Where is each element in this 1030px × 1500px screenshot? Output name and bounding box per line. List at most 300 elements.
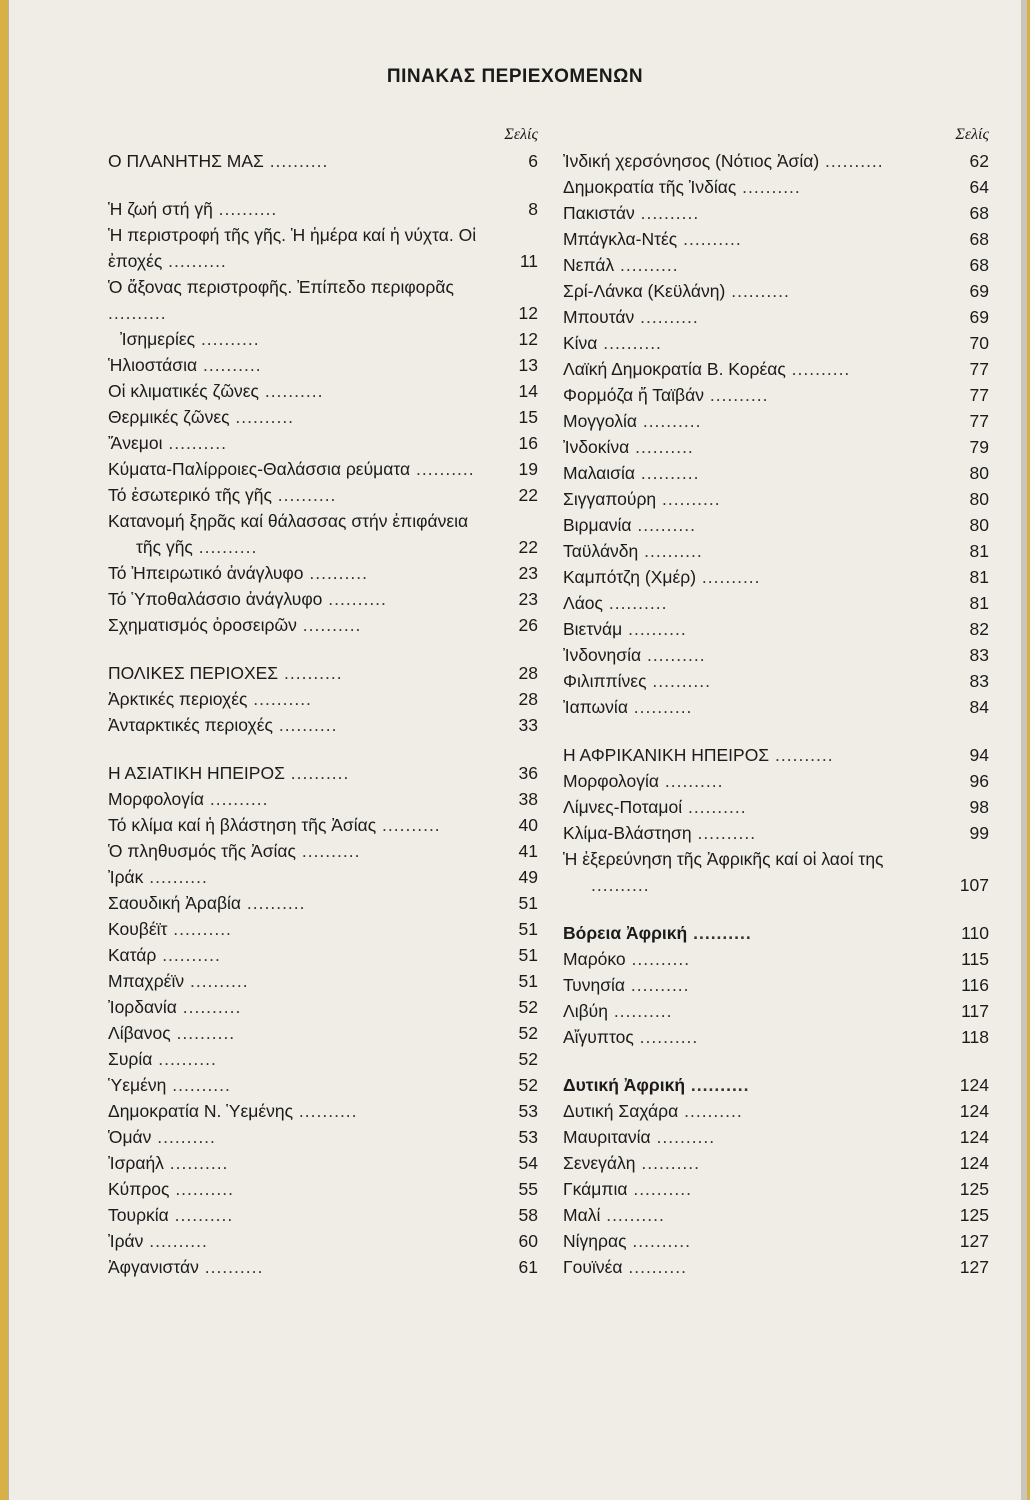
toc-entry-label xyxy=(108,1228,538,1254)
toc-entry-label xyxy=(563,1024,989,1050)
toc-entry-text: Κύματα-Παλίρροιες-Θαλάσσια ρεύματα xyxy=(108,459,411,479)
toc-entry-text: Καμπότζη (Χμέρ) xyxy=(563,567,697,587)
toc-entry-label xyxy=(108,838,538,864)
toc-entry-label xyxy=(563,768,989,794)
toc-entry xyxy=(563,148,989,174)
toc-entry-label xyxy=(108,508,538,560)
toc-entry-text: Λίμνες-Ποταμοί xyxy=(563,797,683,817)
dot-leader: .......... xyxy=(303,563,368,583)
dot-leader: .......... xyxy=(293,1101,358,1121)
toc-entry xyxy=(563,820,989,846)
toc-entry-text: Βόρεια Ἀφρική xyxy=(563,923,688,943)
dot-leader: .......... xyxy=(212,199,278,219)
toc-entry xyxy=(563,694,989,720)
toc-entry xyxy=(563,564,989,590)
toc-entry xyxy=(108,712,538,738)
toc-entry xyxy=(563,972,989,998)
section-gap xyxy=(108,174,538,196)
toc-entry-text: Λίβανος xyxy=(108,1023,171,1043)
toc-entry xyxy=(108,1046,538,1072)
toc-entry-label xyxy=(108,812,538,838)
toc-entry-label xyxy=(563,794,989,820)
toc-entry-text: Μαλαισία xyxy=(563,463,635,483)
toc-entry-label xyxy=(563,356,989,382)
toc-entry-page: 51 xyxy=(518,971,538,991)
toc-entry-page: 22 xyxy=(518,537,538,557)
toc-entry xyxy=(108,586,538,612)
toc-entry-label xyxy=(563,1228,989,1254)
toc-entry xyxy=(563,434,989,460)
toc-entry-label xyxy=(563,1254,989,1280)
toc-entry-page: 84 xyxy=(969,697,989,717)
toc-entry-page: 81 xyxy=(969,567,989,587)
dot-leader: .......... xyxy=(685,1075,750,1095)
toc-entry-text: Ὁ πληθυσμός τῆς Ἀσίας xyxy=(108,841,296,861)
toc-entry-label xyxy=(108,968,538,994)
toc-entry-label xyxy=(108,196,538,222)
dot-leader: .......... xyxy=(143,1231,208,1251)
toc-entry xyxy=(108,560,538,586)
dot-leader: .......... xyxy=(278,663,343,683)
toc-entry xyxy=(108,1228,538,1254)
toc-entry-page: 52 xyxy=(518,1049,538,1069)
toc-entry xyxy=(108,994,538,1020)
toc-entry-text: Ἡ περιστροφή τῆς γῆς. Ἡ ἡμέρα καί ἡ νύχτα. Οἱ ἐποχές xyxy=(108,225,477,271)
toc-entry-label xyxy=(108,482,538,508)
toc-entry-text: Η ΑΦΡΙΚΑΝΙΚΗ ΗΠΕΙΡΟΣ xyxy=(563,745,770,765)
toc-entry-text: Δυτική Ἀφρική xyxy=(563,1075,686,1095)
toc-entry-page: 60 xyxy=(518,1231,538,1251)
toc-entry-text: Σρί-Λάνκα (Κεϋλάνη) xyxy=(563,281,726,301)
toc-entry-text: Τυνησία xyxy=(563,975,626,995)
toc-entry xyxy=(563,642,989,668)
section-gap xyxy=(563,898,989,920)
toc-entry-text: Ο ΠΛΑΝΗΤΗΣ ΜΑΣ xyxy=(108,151,264,171)
toc-entry-text: Ἰαπωνία xyxy=(563,697,628,717)
toc-entry xyxy=(563,946,989,972)
toc-entry-text: Ἰνδονησία xyxy=(563,645,642,665)
toc-entry-page: 115 xyxy=(961,949,989,969)
toc-entry-text: Μορφολογία xyxy=(108,789,204,809)
toc-entry xyxy=(108,404,538,430)
toc-entry-text: Δυτική Σαχάρα xyxy=(563,1101,679,1121)
toc-entry-page: 118 xyxy=(961,1027,989,1047)
toc-entry-label xyxy=(563,538,989,564)
toc-entry xyxy=(108,456,538,482)
toc-entry-text: Ἡ ἐξερεύνηση τῆς Ἀφρικῆς καί οἱ λαοί της xyxy=(563,849,884,869)
toc-entry-text: Μορφολογία xyxy=(563,771,659,791)
toc-entry-page: 77 xyxy=(969,359,989,379)
toc-entry xyxy=(563,1024,989,1050)
toc-entry-text: Ἰνδική χερσόνησος (Νότιος Ἀσία) xyxy=(563,151,820,171)
toc-entry-label xyxy=(563,1098,989,1124)
toc-entry-page: 33 xyxy=(518,715,538,735)
dot-leader: .......... xyxy=(263,151,329,171)
toc-entry xyxy=(108,1254,538,1280)
dot-leader: .......... xyxy=(769,745,834,765)
toc-entry-text: Ἰνδοκίνα xyxy=(563,437,630,457)
toc-entry-page: 14 xyxy=(518,381,538,401)
toc-entry-text: Τουρκία xyxy=(108,1205,169,1225)
dot-leader: .......... xyxy=(184,971,249,991)
toc-entry-text: Φορμόζα ἤ Ταϊβάν xyxy=(563,385,704,405)
toc-entry xyxy=(563,408,989,434)
toc-entry xyxy=(563,1150,989,1176)
toc-entry-page: 80 xyxy=(969,489,989,509)
toc-entry-text: Τό κλίμα καί ἡ βλάστηση τῆς Ἀσίας xyxy=(108,815,377,835)
dot-leader: .......... xyxy=(622,619,687,639)
toc-entry-label xyxy=(563,252,989,278)
toc-entry xyxy=(108,352,538,378)
toc-entry-text: Λάος xyxy=(563,593,603,613)
toc-entry-page: 94 xyxy=(969,745,989,765)
toc-entry xyxy=(563,278,989,304)
toc-entry-page: 82 xyxy=(969,619,989,639)
toc-entry-page: 49 xyxy=(518,867,538,887)
toc-entry xyxy=(108,196,538,222)
toc-entry-text: Ἄνεμοι xyxy=(108,433,163,453)
toc-entry xyxy=(108,968,538,994)
toc-entry xyxy=(563,1228,989,1254)
toc-entry-page: 15 xyxy=(518,407,538,427)
dot-leader: .......... xyxy=(241,893,306,913)
toc-entry-text: Κύπρος xyxy=(108,1179,170,1199)
toc-entry-text: Ἰορδανία xyxy=(108,997,177,1017)
toc-entry-page: 52 xyxy=(518,1023,538,1043)
dot-leader: .......... xyxy=(168,1205,234,1225)
toc-entry-page: 22 xyxy=(518,485,538,505)
dot-leader: .......... xyxy=(703,385,769,405)
dot-leader: .......... xyxy=(410,459,475,479)
toc-entry-text: Μπαχρέϊν xyxy=(108,971,185,991)
toc-entry-label xyxy=(108,222,538,274)
toc-entry-page: 16 xyxy=(518,433,538,453)
dot-leader: .......... xyxy=(156,945,221,965)
toc-entry xyxy=(563,1124,989,1150)
dot-leader: .......... xyxy=(296,615,362,635)
toc-entry-text: Κουβέϊτ xyxy=(108,919,168,939)
toc-entry-label xyxy=(563,742,989,768)
toc-entry-text: ΠΟΛΙΚΕΣ ΠΕΡΙΟΧΕΣ xyxy=(108,663,279,683)
toc-entry-label xyxy=(563,694,989,720)
toc-entry xyxy=(108,864,538,890)
dot-leader: .......... xyxy=(682,797,747,817)
toc-entry-label xyxy=(563,434,989,460)
dot-leader: .......... xyxy=(151,1127,216,1147)
toc-entry xyxy=(108,916,538,942)
dot-leader: .......... xyxy=(641,645,706,665)
toc-entry-text: Κλίμα-Βλάστηση xyxy=(563,823,692,843)
toc-entry-label xyxy=(563,590,989,616)
toc-entry xyxy=(108,1072,538,1098)
toc-entry-label xyxy=(108,916,538,942)
toc-entry-page: 80 xyxy=(969,515,989,535)
toc-entry-label xyxy=(563,330,989,356)
dot-leader: .......... xyxy=(633,1027,699,1047)
page-column-header: Σελίς xyxy=(955,126,989,143)
toc-entry-page: 81 xyxy=(969,593,989,613)
dot-leader: .......... xyxy=(629,437,694,457)
dot-leader: .......... xyxy=(635,1153,701,1173)
toc-entry-label xyxy=(563,382,989,408)
toc-entry xyxy=(108,222,538,274)
toc-right-column xyxy=(563,126,989,1280)
toc-entry xyxy=(563,1254,989,1280)
toc-entry xyxy=(108,760,538,786)
toc-entry-page: 68 xyxy=(969,229,989,249)
toc-entry-text: Ἀνταρκτικές περιοχές xyxy=(108,715,273,735)
toc-entry xyxy=(108,1150,538,1176)
toc-entry-text: Μαλί xyxy=(563,1205,601,1225)
toc-left-column xyxy=(108,126,538,1280)
toc-entry-page: 68 xyxy=(969,255,989,275)
dot-leader: .......... xyxy=(272,715,338,735)
toc-entry-text: Σχηματισμός ὀροσειρῶν xyxy=(108,615,297,635)
toc-entry-page: 51 xyxy=(518,945,538,965)
toc-entry xyxy=(563,1098,989,1124)
toc-entry xyxy=(108,1124,538,1150)
section-gap xyxy=(563,1050,989,1072)
toc-entry-text: Σενεγάλη xyxy=(563,1153,636,1173)
dot-leader: .......... xyxy=(162,251,227,271)
toc-entry-label xyxy=(563,668,989,694)
toc-entry xyxy=(563,330,989,356)
toc-entry-text: Δημοκρατία Ν. Ὑεμένης xyxy=(108,1101,294,1121)
toc-entry-text: Φιλιππίνες xyxy=(563,671,647,691)
toc-entry xyxy=(563,794,989,820)
dot-leader: .......... xyxy=(625,975,690,995)
toc-entry-page: 52 xyxy=(518,1075,538,1095)
toc-entry-page: 124 xyxy=(959,1153,989,1173)
toc-entry xyxy=(563,200,989,226)
toc-entry-page: 83 xyxy=(969,645,989,665)
toc-entry xyxy=(108,508,538,560)
toc-entry xyxy=(563,998,989,1024)
toc-entry-label xyxy=(563,278,989,304)
toc-entry-label xyxy=(108,1124,538,1150)
toc-entry-text: Μαυριτανία xyxy=(563,1127,651,1147)
toc-entry-label xyxy=(563,998,989,1024)
toc-entry-label xyxy=(108,274,538,326)
toc-entry xyxy=(563,382,989,408)
page-edge xyxy=(1021,0,1027,1500)
dot-leader: .......... xyxy=(152,1049,217,1069)
toc-entry-page: 53 xyxy=(518,1101,538,1121)
toc-entry-page: 54 xyxy=(518,1153,538,1173)
toc-entry xyxy=(563,1202,989,1228)
toc-entry-text: Τό Ἠπειρωτικό ἀνάγλυφο xyxy=(108,563,304,583)
toc-entry xyxy=(108,378,538,404)
dot-leader: .......... xyxy=(631,515,696,535)
toc-entry-text: Θερμικές ζῶνες xyxy=(108,407,230,427)
toc-entry-text: Ὑεμένη xyxy=(108,1075,167,1095)
toc-entry-label xyxy=(563,1124,989,1150)
toc-entry xyxy=(563,1072,989,1098)
toc-entry-label xyxy=(108,1254,538,1280)
dot-leader: .......... xyxy=(636,411,702,431)
toc-entry xyxy=(108,942,538,968)
toc-entry-page: 70 xyxy=(969,333,989,353)
toc-entry xyxy=(563,920,989,946)
dot-leader: .......... xyxy=(627,697,693,717)
toc-entry-label xyxy=(563,846,989,898)
dot-leader: .......... xyxy=(295,841,361,861)
toc-entry-label xyxy=(563,616,989,642)
toc-entry-text: Λαϊκή Δημοκρατία Β. Κορέας xyxy=(563,359,786,379)
toc-entry-label xyxy=(563,1072,989,1098)
dot-leader: .......... xyxy=(725,281,790,301)
toc-entry-page: 77 xyxy=(969,385,989,405)
toc-entry-page: 68 xyxy=(969,203,989,223)
toc-entry-page: 124 xyxy=(959,1075,989,1095)
toc-entry-label xyxy=(563,304,989,330)
dot-leader: .......... xyxy=(627,1179,692,1199)
toc-entry-text: Κίνα xyxy=(563,333,598,353)
toc-entry-page: 83 xyxy=(969,671,989,691)
toc-entry-page: 79 xyxy=(969,437,989,457)
toc-entry-page: 53 xyxy=(518,1127,538,1147)
dot-leader: .......... xyxy=(659,771,724,791)
toc-entry-page: 51 xyxy=(518,893,538,913)
dot-leader: .......... xyxy=(170,1023,236,1043)
toc-entry xyxy=(108,890,538,916)
toc-entry-label xyxy=(563,642,989,668)
toc-entry-text: Μπάγκλα-Ντές xyxy=(563,229,678,249)
toc-entry-page: 69 xyxy=(969,281,989,301)
toc-entry xyxy=(108,838,538,864)
dot-leader: .......... xyxy=(376,815,441,835)
dot-leader: .......... xyxy=(602,593,668,613)
toc-entry-page: 125 xyxy=(959,1179,989,1199)
toc-entry-text: Νεπάλ xyxy=(563,255,615,275)
toc-entry-page: 69 xyxy=(969,307,989,327)
toc-entry xyxy=(108,274,538,326)
toc-entry-page: 62 xyxy=(969,151,989,171)
dot-leader: .......... xyxy=(634,203,700,223)
toc-entry-text: Ἰράκ xyxy=(108,867,144,887)
toc-entry-label xyxy=(563,946,989,972)
dot-leader: .......... xyxy=(192,537,258,557)
toc-entry xyxy=(108,1020,538,1046)
toc-entry-page: 38 xyxy=(518,789,538,809)
section-gap xyxy=(108,638,538,660)
toc-entry-text: Μπουτάν xyxy=(563,307,635,327)
toc-entry-text: Σιγγαπούρη xyxy=(563,489,657,509)
toc-entry-text: Γκάμπια xyxy=(563,1179,628,1199)
toc-entry-page: 64 xyxy=(969,177,989,197)
toc-entry-page: 99 xyxy=(969,823,989,843)
toc-entry-text: Ἰράν xyxy=(108,1231,144,1251)
toc-entry xyxy=(563,768,989,794)
dot-leader: .......... xyxy=(163,1153,229,1173)
toc-entry-text: Κατάρ xyxy=(108,945,157,965)
toc-entry-page: 117 xyxy=(961,1001,989,1021)
toc-entry xyxy=(563,538,989,564)
toc-entry-page: 61 xyxy=(518,1257,538,1277)
toc-entry-text: Ἰσραήλ xyxy=(108,1153,164,1173)
toc-entry-page: 11 xyxy=(519,251,538,271)
toc-entry-text: Κατανομή ξηρᾶς καί θάλασσας στήν ἐπιφάνεια τῆς γῆς xyxy=(108,511,469,557)
toc-entry-text: Ἀφγανιστάν xyxy=(108,1257,199,1277)
toc-entry-label xyxy=(108,1046,538,1072)
toc-entry xyxy=(108,1098,538,1124)
dot-leader: .......... xyxy=(638,541,703,561)
toc-entry-label xyxy=(563,920,989,946)
toc-entry-text: Λιβύη xyxy=(563,1001,608,1021)
dot-leader: .......... xyxy=(167,919,232,939)
toc-entry-page: 23 xyxy=(518,563,538,583)
toc-entry-page: 23 xyxy=(518,589,538,609)
toc-entry-label xyxy=(563,200,989,226)
toc-entry-label xyxy=(108,352,538,378)
toc-entry-page: 51 xyxy=(518,919,538,939)
toc-entry xyxy=(563,512,989,538)
dot-leader: .......... xyxy=(635,463,700,483)
toc-entry-page: 19 xyxy=(518,459,538,479)
dot-leader: .......... xyxy=(600,1205,665,1225)
dot-leader: .......... xyxy=(284,763,350,783)
toc-entry-text: Οἱ κλιματικές ζῶνες xyxy=(108,381,259,401)
toc-entry-text: Σαουδική Ἀραβία xyxy=(108,893,242,913)
dot-leader: .......... xyxy=(258,381,324,401)
dot-leader: .......... xyxy=(597,333,662,353)
toc-entry-text: Νίγηρας xyxy=(563,1231,627,1251)
dot-leader: .......... xyxy=(634,307,699,327)
toc-entry-label xyxy=(108,660,538,686)
toc-entry-page: 81 xyxy=(969,541,989,561)
dot-leader: .......... xyxy=(204,789,269,809)
toc-entry-text: Ὁ ἄξονας περιστροφῆς. Ἐπίπεδο περιφορᾶς xyxy=(108,277,454,297)
dot-leader: .......... xyxy=(622,1257,687,1277)
dot-leader: .......... xyxy=(607,1001,673,1021)
toc-entry xyxy=(108,1176,538,1202)
dot-leader: .......... xyxy=(176,997,242,1017)
dot-leader: .......... xyxy=(656,489,721,509)
toc-entry-label xyxy=(108,712,538,738)
dot-leader: .......... xyxy=(198,1257,264,1277)
page-title: ΠΙΝΑΚΑΣ ΠΕΡΙΕΧΟΜΕΝΩΝ xyxy=(386,66,644,87)
dot-leader: .......... xyxy=(736,177,801,197)
toc-entry-label xyxy=(563,1150,989,1176)
toc-entry-label xyxy=(108,890,538,916)
toc-entry xyxy=(563,304,989,330)
toc-entry-text: Ἀρκτικές περιοχές xyxy=(108,689,248,709)
toc-entry-text: Ἡ ζωή στή γῆ xyxy=(108,199,213,219)
toc-entry-text: Ἡλιοστάσια xyxy=(108,355,198,375)
toc-entry-page: 41 xyxy=(518,841,538,861)
toc-entry-page: 77 xyxy=(969,411,989,431)
toc-entry-label xyxy=(108,1176,538,1202)
toc-entry xyxy=(563,742,989,768)
toc-entry-label xyxy=(108,864,538,890)
toc-entry xyxy=(563,460,989,486)
dot-leader: .......... xyxy=(229,407,295,427)
toc-entry-text: Ἰσημερίες xyxy=(120,329,196,349)
toc-entry xyxy=(108,482,538,508)
toc-entry-text: Ὁμάν xyxy=(108,1127,152,1147)
toc-entry-label xyxy=(108,586,538,612)
toc-entry-page: 40 xyxy=(518,815,538,835)
toc-entry-text: Βιετνάμ xyxy=(563,619,623,639)
toc-entry xyxy=(563,1176,989,1202)
toc-entry-page: 6 xyxy=(528,151,538,171)
dot-leader: .......... xyxy=(646,671,711,691)
toc-entry-text: Η ΑΣΙΑΤΙΚΗ ΗΠΕΙΡΟΣ xyxy=(108,763,285,783)
dot-leader: .......... xyxy=(625,949,691,969)
toc-entry-page: 98 xyxy=(969,797,989,817)
toc-entry-text: Μαρόκο xyxy=(563,949,626,969)
toc-entry-label xyxy=(108,612,538,638)
